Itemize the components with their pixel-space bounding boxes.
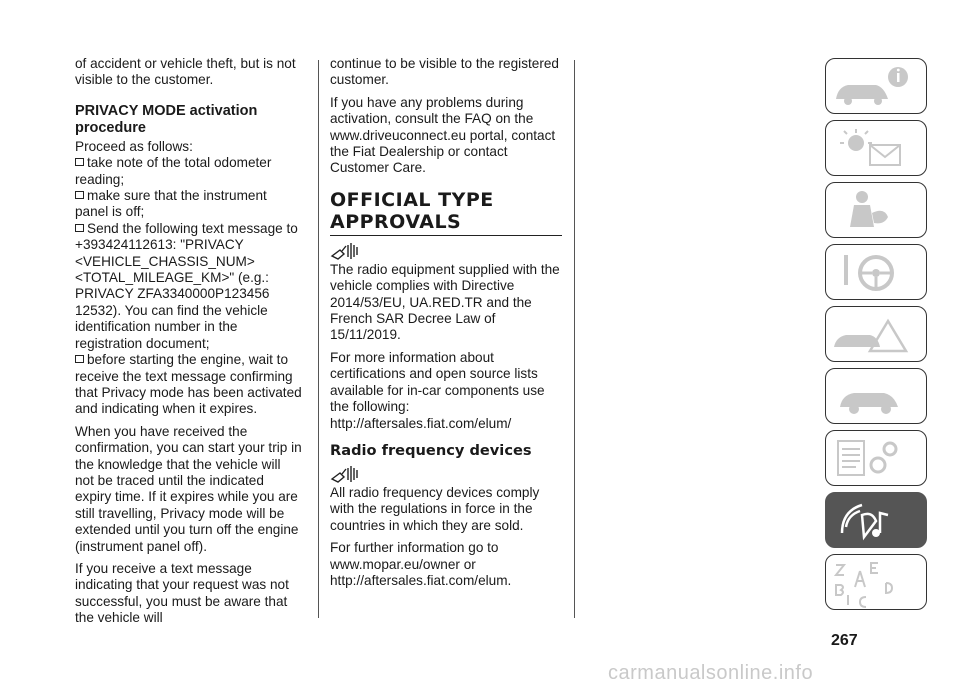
left-column xyxy=(75,56,303,633)
unsuccessful-text: If you receive a text message indicating that your request was not successful, you must be aware that the vehicle will xyxy=(75,560,289,626)
tab-maintenance[interactable] xyxy=(825,368,927,424)
checkbox-bullet-icon xyxy=(75,224,84,232)
index-icon xyxy=(826,555,927,610)
radio-wave-hand-icon xyxy=(330,465,360,483)
page-number: 267 xyxy=(831,632,858,649)
list-item: Send the following text message to +393424112613: "PRIVACY <VEHICLE_CHASSIS_NUM> <TOTAL_MILEAGE_KM>" (e.g.: PRIVACY ZFA3340000P123456 12532). You can find the vehicle identification number in the registration document; xyxy=(75,220,298,351)
column-divider xyxy=(574,60,575,618)
tab-warning-lights[interactable] xyxy=(825,120,927,176)
safety-icon xyxy=(826,183,927,238)
technical-data-icon xyxy=(826,431,927,486)
tab-safety[interactable] xyxy=(825,182,927,238)
list-item: make sure that the instrument panel is off; xyxy=(75,188,267,220)
emergency-icon xyxy=(826,307,927,362)
intro-text: of accident or vehicle theft, but is not visible to the customer. xyxy=(75,56,296,88)
steering-wheel-icon xyxy=(826,245,927,300)
checkbox-bullet-icon xyxy=(75,158,84,166)
maintenance-icon xyxy=(826,369,927,424)
further-info-text: For further information go to www.mopar.eu/owner or http://aftersales.fiat.com/elum. xyxy=(330,540,512,588)
radio-wave-hand-icon xyxy=(330,242,360,260)
column-divider xyxy=(318,60,319,618)
proceed-text: Proceed as follows: xyxy=(75,138,193,154)
privacy-mode-heading: PRIVACY MODE activation procedure xyxy=(75,102,258,136)
more-info-text: For more information about certifications and open source lists available for in-car components use the following: http://aftersales.fiat.com/elum/ xyxy=(330,349,545,431)
tab-technical-data[interactable] xyxy=(825,430,927,486)
problems-text: If you have any problems during activation, consult the FAQ on the www.driveuconnect.eu portal, contact the Fiat Dealership or contact Customer Care. xyxy=(330,94,556,176)
tab-car-info[interactable] xyxy=(825,58,927,114)
radio-equipment-text: The radio equipment supplied with the vehicle complies with Directive 2014/53/EU, UA.RED.TR and the French SAR Decree Law of 15/11/2019. xyxy=(330,261,560,343)
confirmation-text: When you have received the confirmation, you can start your trip in the knowledge that the vehicle will not be traced until the indicated expiry time. If it expires while you are still travelling, Privacy mode will be extended until you turn off the engine (instrument panel off). xyxy=(75,423,302,554)
checkbox-bullet-icon xyxy=(75,355,84,363)
all-radio-text: All radio frequency devices comply with the regulations in force in the countries in which they are sold. xyxy=(330,484,540,533)
checkbox-bullet-icon xyxy=(75,191,84,199)
tab-index[interactable] xyxy=(825,554,927,610)
tab-emergency[interactable] xyxy=(825,306,927,362)
multimedia-icon xyxy=(826,493,927,548)
warning-lights-icon xyxy=(826,121,927,176)
chapter-tabs xyxy=(825,58,929,616)
tab-multimedia[interactable] xyxy=(825,492,927,548)
radio-frequency-heading: Radio frequency devices xyxy=(330,441,532,459)
official-type-approvals-heading: OFFICIAL TYPE APPROVALS xyxy=(330,189,562,236)
right-column xyxy=(330,56,562,595)
watermark: carmanualsonline.info xyxy=(608,662,814,684)
list-item: take note of the total odometer reading; xyxy=(75,155,272,187)
tab-starting-driving[interactable] xyxy=(825,244,927,300)
list-item: before starting the engine, wait to receive the text message confirming that Privacy mode has been activated and indicating when it expires. xyxy=(75,352,302,417)
continue-text: continue to be visible to the registered customer. xyxy=(330,56,559,88)
car-info-icon xyxy=(826,59,927,114)
